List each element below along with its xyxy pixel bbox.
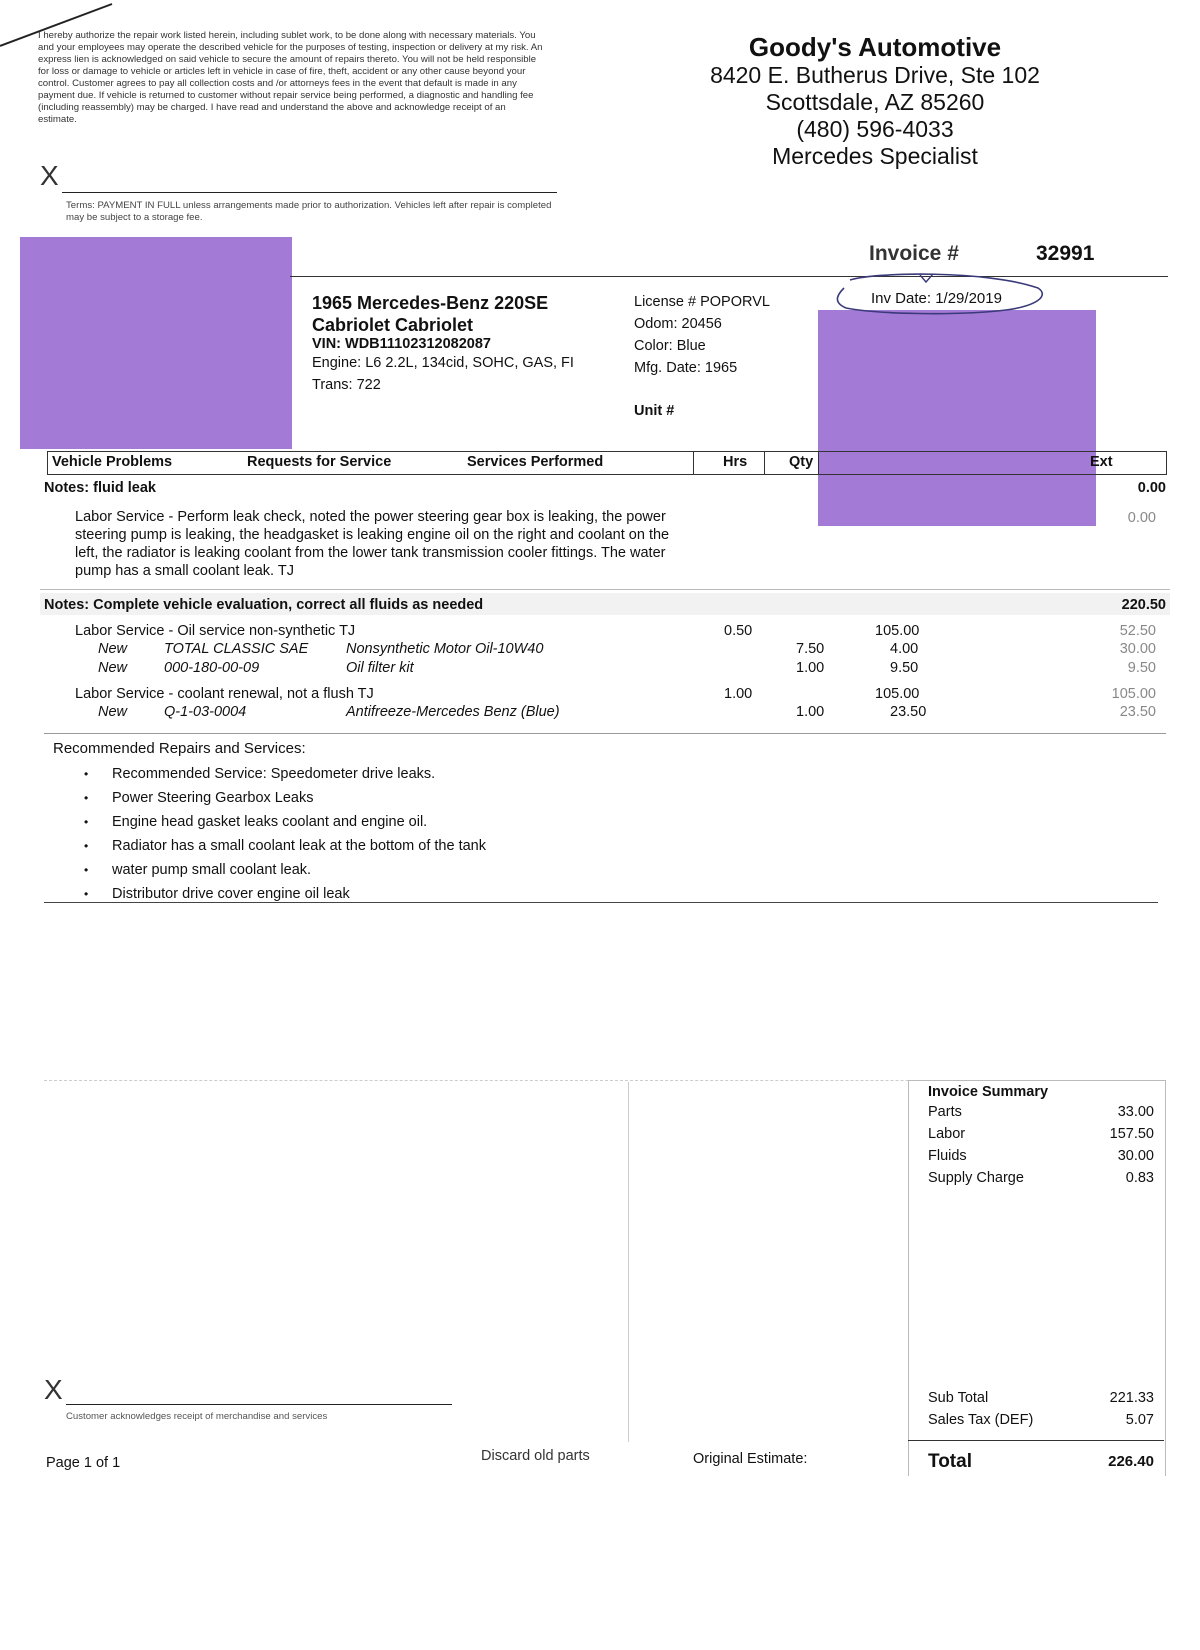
sign-mark: X <box>40 160 59 191</box>
footer-signature-line[interactable] <box>66 1404 452 1405</box>
invoice-date-value: 1/29/2019 <box>935 290 1002 307</box>
notes-evaluation <box>44 597 1166 613</box>
footer-sign-mark: X <box>44 1374 63 1405</box>
summary-value: 33.00 <box>1117 1104 1154 1120</box>
col-services: Services Performed <box>467 454 604 470</box>
summary-tax <box>928 1412 1154 1428</box>
row-name: Antifreeze-Mercedes Benz (Blue) <box>346 704 560 720</box>
vehicle-engine: Engine: L6 2.2L, 134cid, SOHC, GAS, FI <box>312 355 574 371</box>
row-rate: 23.50 <box>890 704 927 720</box>
table-row <box>0 704 1200 723</box>
total-rule <box>908 1440 1164 1441</box>
summary-value: 157.50 <box>1109 1126 1154 1142</box>
summary-value: 5.07 <box>1125 1412 1154 1428</box>
total-label: Total <box>928 1451 972 1472</box>
summary-subtotal <box>928 1390 1154 1406</box>
notes-label: Notes: fluid leak <box>44 480 156 496</box>
summary-supply <box>928 1170 1154 1186</box>
vehicle-vin: VIN: WDB11102312082087 <box>312 336 491 352</box>
vehicle-odometer: Odom: 20456 <box>634 316 722 332</box>
row-cond: New <box>98 660 128 676</box>
summary-labor <box>928 1126 1154 1142</box>
notes-amount: 0.00 <box>1137 480 1166 496</box>
notes-amount: 220.50 <box>1121 597 1166 613</box>
total-value: 226.40 <box>1108 1453 1154 1470</box>
row-rate: 105.00 <box>875 686 920 702</box>
summary-fluids <box>928 1148 1154 1164</box>
shop-specialty: Mercedes Specialist <box>772 143 978 169</box>
summary-parts <box>928 1104 1154 1120</box>
invoice-number: 32991 <box>1036 242 1095 265</box>
summary-value: 30.00 <box>1117 1148 1154 1164</box>
section-divider <box>44 733 1166 734</box>
page-number: Page 1 of 1 <box>46 1455 121 1471</box>
summary-label: Sub Total <box>928 1390 989 1406</box>
shop-address1: 8420 E. Butherus Drive, Ste 102 <box>710 62 1040 88</box>
table-row <box>0 660 1200 679</box>
row-part: TOTAL CLASSIC SAE <box>164 641 309 657</box>
labor-leak-check: Labor Service - Perform leak check, noted the power steering gear box is leaking, the power steering pump is leaking, the headgasket is leaking engine oil on the right and coolant on the left, the radiator is leaking coolant from the lower tank transmission cooler fittings. The water pump has a small coolant leak. TJ <box>75 509 670 579</box>
summary-label: Sales Tax (DEF) <box>928 1412 1034 1428</box>
vehicle-mfg-date: Mfg. Date: 1965 <box>634 360 738 376</box>
row-qty: 1.00 <box>796 704 825 720</box>
discard-old-parts: Discard old parts <box>481 1448 590 1464</box>
table-header <box>47 451 1167 475</box>
list-item: • Distributor drive cover engine oil leak <box>84 882 486 906</box>
row-desc: Labor Service - coolant renewal, not a flush TJ <box>75 686 374 702</box>
vehicle-details <box>634 291 770 422</box>
vehicle-trans: Trans: 722 <box>312 377 381 393</box>
original-estimate: Original Estimate: <box>693 1451 808 1467</box>
row-ext: 9.50 <box>1127 660 1156 676</box>
recommended-heading: Recommended Repairs and Services: <box>53 740 306 757</box>
vehicle-title-1: 1965 Mercedes-Benz 220SE <box>312 293 549 313</box>
section-divider <box>44 902 1158 903</box>
list-item: • Recommended Service: Speedometer drive leaks. <box>84 762 486 786</box>
invoice-label: Invoice # <box>869 242 959 265</box>
table-row <box>0 623 1200 642</box>
row-cond: New <box>98 641 128 657</box>
col-divider <box>818 452 819 474</box>
row-ext: 52.50 <box>1119 623 1156 639</box>
row-qty: 1.00 <box>796 660 825 676</box>
row-cond: New <box>98 704 128 720</box>
pen-circle-mark <box>836 272 1056 322</box>
col-divider <box>764 452 765 474</box>
col-ext: Ext <box>1090 454 1113 470</box>
row-name: Oil filter kit <box>346 660 414 676</box>
summary-value: 0.83 <box>1125 1170 1154 1186</box>
row-hrs: 1.00 <box>724 686 753 702</box>
section-divider <box>40 589 1170 590</box>
redaction-customer <box>20 237 292 449</box>
col-requests: Requests for Service <box>247 454 392 470</box>
col-hrs: Hrs <box>723 454 748 470</box>
summary-label: Labor <box>928 1126 966 1142</box>
footer-acknowledgement: Customer acknowledges receipt of merchandise and services <box>66 1411 328 1422</box>
row-ext: 23.50 <box>1119 704 1156 720</box>
shop-address2: Scottsdale, AZ 85260 <box>765 89 985 115</box>
list-item: • Engine head gasket leaks coolant and engine oil. <box>84 810 486 834</box>
vehicle-info <box>312 292 574 396</box>
summary-value: 221.33 <box>1109 1390 1154 1406</box>
row-ext: 105.00 <box>1111 686 1156 702</box>
labor-leak-check-ext: 0.00 <box>1127 510 1156 526</box>
vehicle-color: Color: Blue <box>634 338 706 354</box>
vehicle-title-2: Cabriolet Cabriolet <box>312 315 474 335</box>
summary-label: Supply Charge <box>928 1170 1024 1186</box>
row-qty: 7.50 <box>796 641 825 657</box>
notes-label: Notes: Complete vehicle evaluation, correct all fluids as needed <box>44 597 484 613</box>
authorization-text: I hereby authorize the repair work listed herein, including sublet work, to be done along with necessary materials. You and your employees may operate the described vehicle for the purposes of testing, inspection or delivery at my risk. An express lien is acknowledged on said vehicle to secure the amount of repairs thereto. You will not be held responsible for loss or damage to vehicle or articles left in vehicle in case of fire, theft, accident or any other cause beyond your control. Customer agrees to pay all collection costs and /or attorneys fees in the event that default is made in any payment due. If vehicle is returned to customer without repair service being performed, a diagnostic and handling fee (including reassembly) may be charged. I have read and understand the above and acknowledge receipt of an estimate. <box>38 30 543 125</box>
row-part: Q-1-03-0004 <box>164 704 247 720</box>
row-rate: 105.00 <box>875 623 920 639</box>
col-vehicle-problems: Vehicle Problems <box>52 454 173 470</box>
vehicle-unit: Unit # <box>634 403 675 419</box>
summary-title: Invoice Summary <box>928 1084 1049 1100</box>
recommended-list <box>84 762 486 906</box>
table-row <box>0 641 1200 660</box>
row-hrs: 0.50 <box>724 623 753 639</box>
notes-fluid-leak <box>44 480 1166 496</box>
list-item: • water pump small coolant leak. <box>84 858 486 882</box>
col-divider <box>693 452 694 474</box>
summary-label: Parts <box>928 1104 962 1120</box>
row-name: Nonsynthetic Motor Oil-10W40 <box>346 641 544 657</box>
shop-name: Goody's Automotive <box>748 32 1002 62</box>
row-rate: 9.50 <box>890 660 919 676</box>
vehicle-license: License # POPORVL <box>634 294 770 310</box>
invoice-date-label: Inv Date: <box>871 290 932 307</box>
summary-label: Fluids <box>928 1148 967 1164</box>
row-part: 000-180-00-09 <box>164 660 260 676</box>
table-row <box>0 686 1200 705</box>
row-ext: 30.00 <box>1119 641 1156 657</box>
footer-divider <box>628 1082 629 1442</box>
list-item: • Radiator has a small coolant leak at the bottom of the tank <box>84 834 486 858</box>
shop-phone: (480) 596-4033 <box>796 116 954 142</box>
shop-header <box>690 32 1060 170</box>
row-rate: 4.00 <box>890 641 919 657</box>
row-desc: Labor Service - Oil service non-synthetic TJ <box>75 623 356 639</box>
signature-line[interactable] <box>62 192 557 193</box>
col-qty: Qty <box>789 454 814 470</box>
payment-terms: Terms: PAYMENT IN FULL unless arrangements made prior to authorization. Vehicles left after repair is completed may be subject to a storage fee. <box>66 200 552 223</box>
list-item: • Power Steering Gearbox Leaks <box>84 786 486 810</box>
